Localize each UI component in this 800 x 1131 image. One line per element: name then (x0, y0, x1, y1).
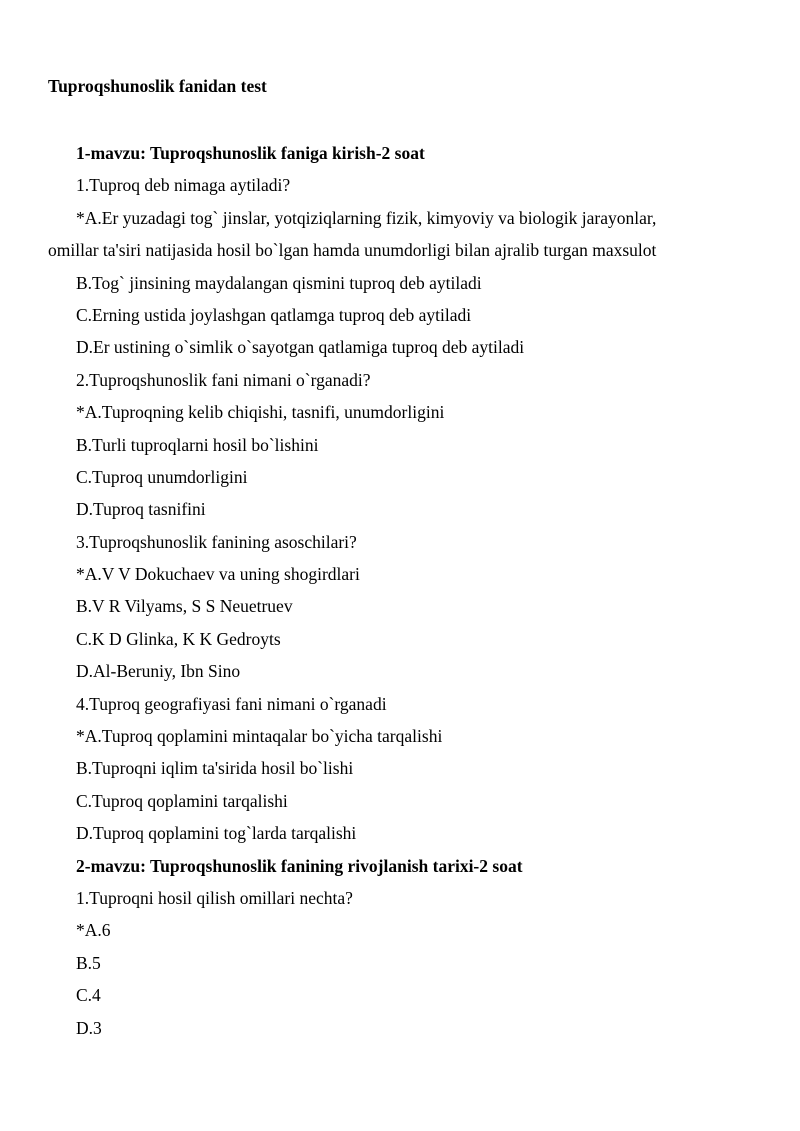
answer-correct-1-3: *A.V V Dokuchaev va uning shogirdlari (76, 564, 360, 585)
answer-option: C.Tuproq qoplamini tarqalishi (76, 790, 288, 811)
topic-heading-1: 1-mavzu: Tuproqshunoslik faniga kirish-2 soat (76, 143, 425, 163)
answer-option: B.5 (76, 952, 101, 973)
question-1-2: 2.Tuproqshunoslik fani nimani o`rganadi? (76, 369, 371, 390)
answer-option: C.Tuproq unumdorligini (76, 466, 248, 487)
answer-option: B.Turli tuproqlarni hosil bo`lishini (76, 434, 319, 455)
question-1-4: 4.Tuproq geografiyasi fani nimani o`rganadi (76, 693, 387, 714)
topic-heading-2: 2-mavzu: Tuproqshunoslik fanining rivojlanish tarixi-2 soat (76, 855, 523, 876)
answer-option: D.3 (76, 1017, 102, 1038)
answer-option: B.V R Vilyams, S S Neuetruev (76, 596, 293, 617)
answer-option: B.Tuproqni iqlim ta'sirida hosil bo`lishi (76, 758, 354, 779)
answer-option: C.Erning ustida joylashgan qatlamga tuproq deb aytiladi (76, 304, 472, 325)
answer-option: D.Er ustining o`simlik o`sayotgan qatlamiga tuproq deb aytiladi (76, 337, 525, 358)
question-1-3: 3.Tuproqshunoslik fanining asoschilari? (76, 531, 357, 552)
question-2-1: 1.Tuproqni hosil qilish omillari nechta? (76, 887, 353, 908)
document-title: Tuproqshunoslik fanidan test (48, 76, 267, 96)
answer-option: C.K D Glinka, K K Gedroyts (76, 628, 281, 649)
answer-correct-1-1: *A.Er yuzadagi tog` jinslar, yotqiziqlarning fizik, kimyoviy va biologik jarayonlar, (76, 207, 657, 228)
answer-option: D.Al-Beruniy, Ibn Sino (76, 661, 241, 682)
answer-correct-1-2: *A.Tuproqning kelib chiqishi, tasnifi, unumdorligini (76, 402, 445, 423)
answer-option: D.Tuproq qoplamini tog`larda tarqalishi (76, 823, 357, 844)
answer-option: C.4 (76, 985, 101, 1006)
answer-correct-2-1: *A.6 (76, 920, 111, 941)
answer-option: D.Tuproq tasnifini (76, 499, 206, 520)
answer-correct-1-4: *A.Tuproq qoplamini mintaqalar bo`yicha tarqalishi (76, 726, 443, 747)
document-body (48, 141, 748, 1048)
question-1-1: 1.Tuproq deb nimaga aytiladi? (76, 175, 291, 196)
answer-correct-1-1-continuation: omillar ta'siri natijasida hosil bo`lgan hamda unumdorligi bilan ajralib turgan maxsulot (48, 240, 657, 261)
answer-option: B.Tog` jinsining maydalangan qismini tuproq deb aytiladi (76, 272, 482, 293)
